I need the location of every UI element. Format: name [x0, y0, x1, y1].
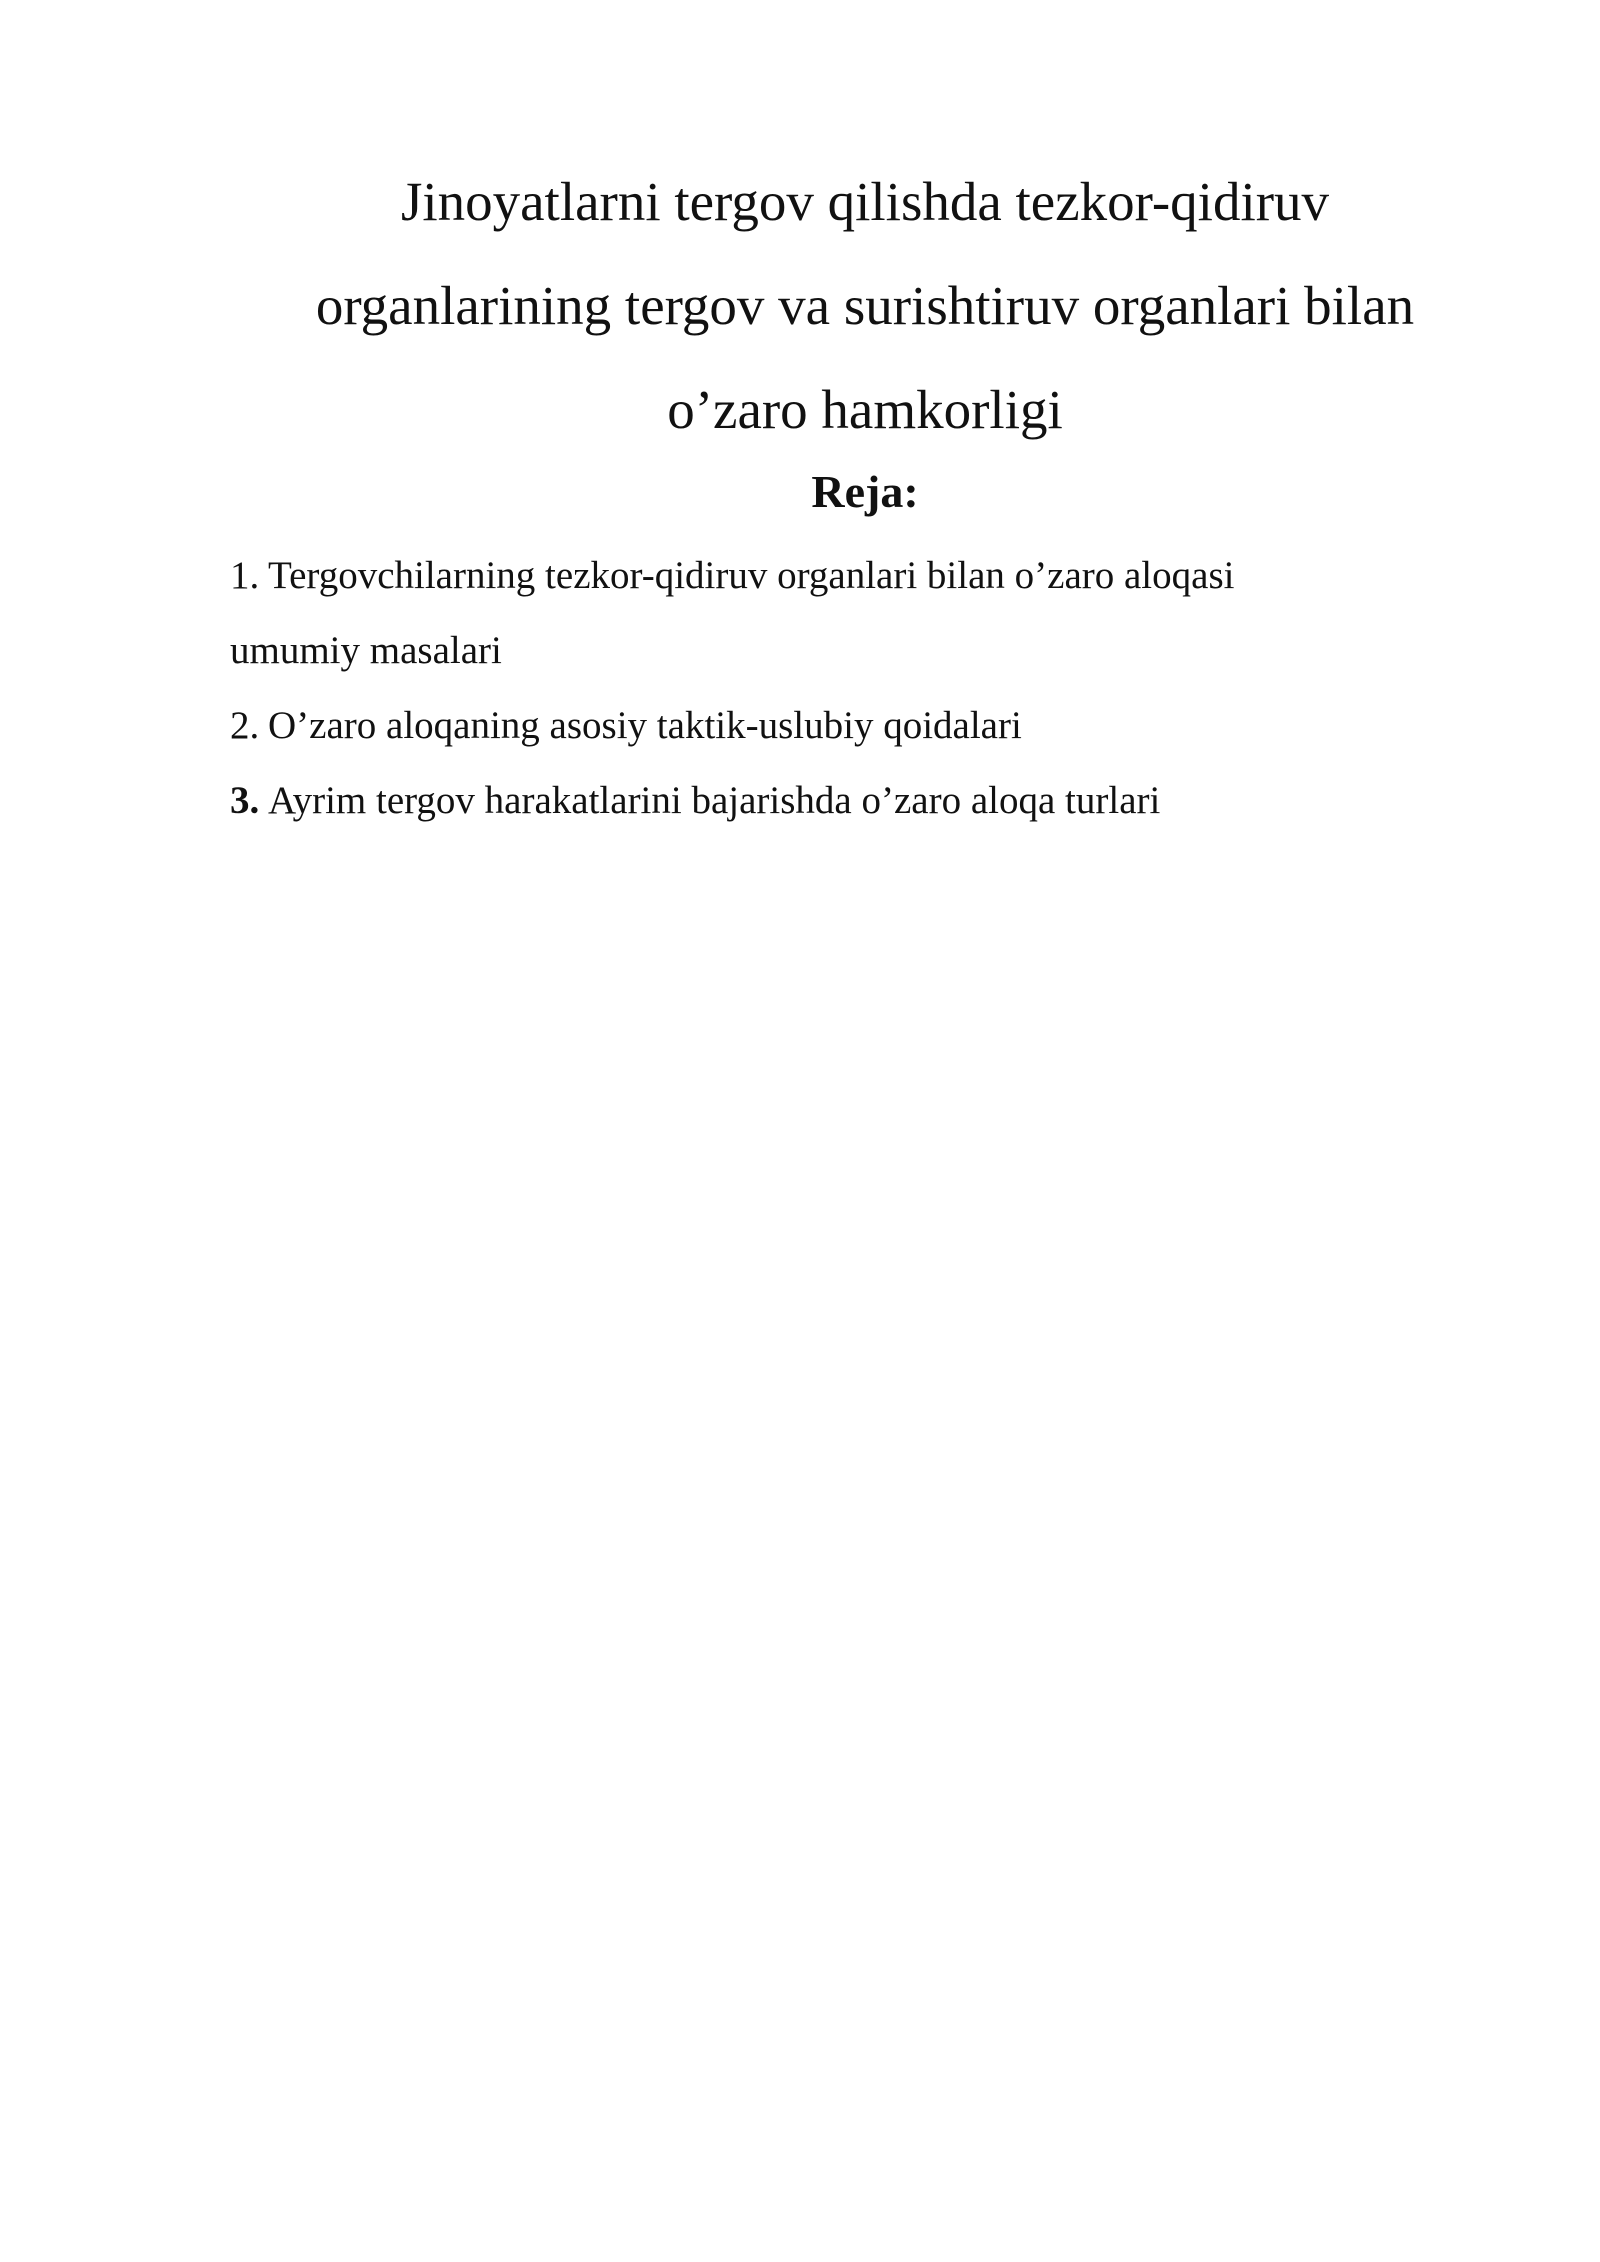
plan-item-text: umumiy masalari — [230, 629, 502, 672]
title-line-2: organlarining tergov va surishtiruv organlari bilan — [315, 275, 1415, 336]
document-title — [200, 150, 1530, 462]
plan-item-text: Tergovchilarning tezkor-qidiruv organlari bilan o’zaro aloqasi — [268, 554, 1235, 597]
plan-heading: Reja: — [811, 466, 919, 517]
title-line-1: Jinoyatlarni tergov qilishda tezkor-qidiruv — [400, 171, 1330, 232]
plan-item-number: 1. — [230, 554, 260, 597]
title-line-3: o’zaro hamkorligi — [667, 379, 1063, 440]
plan-item-3 — [230, 763, 1430, 838]
plan-item-number: 2. — [230, 704, 260, 747]
plan-item-text: Ayrim tergov harakatlarini bajarishda o’zaro aloqa turlari — [268, 779, 1161, 822]
plan-item-1-continuation — [230, 613, 1430, 688]
plan-item-1 — [230, 538, 1430, 613]
plan-item-number: 3. — [230, 779, 260, 822]
plan-item-2 — [230, 688, 1430, 763]
plan-list — [230, 538, 1430, 838]
plan-item-text: O’zaro aloqaning asosiy taktik-uslubiy qoidalari — [268, 704, 1022, 747]
